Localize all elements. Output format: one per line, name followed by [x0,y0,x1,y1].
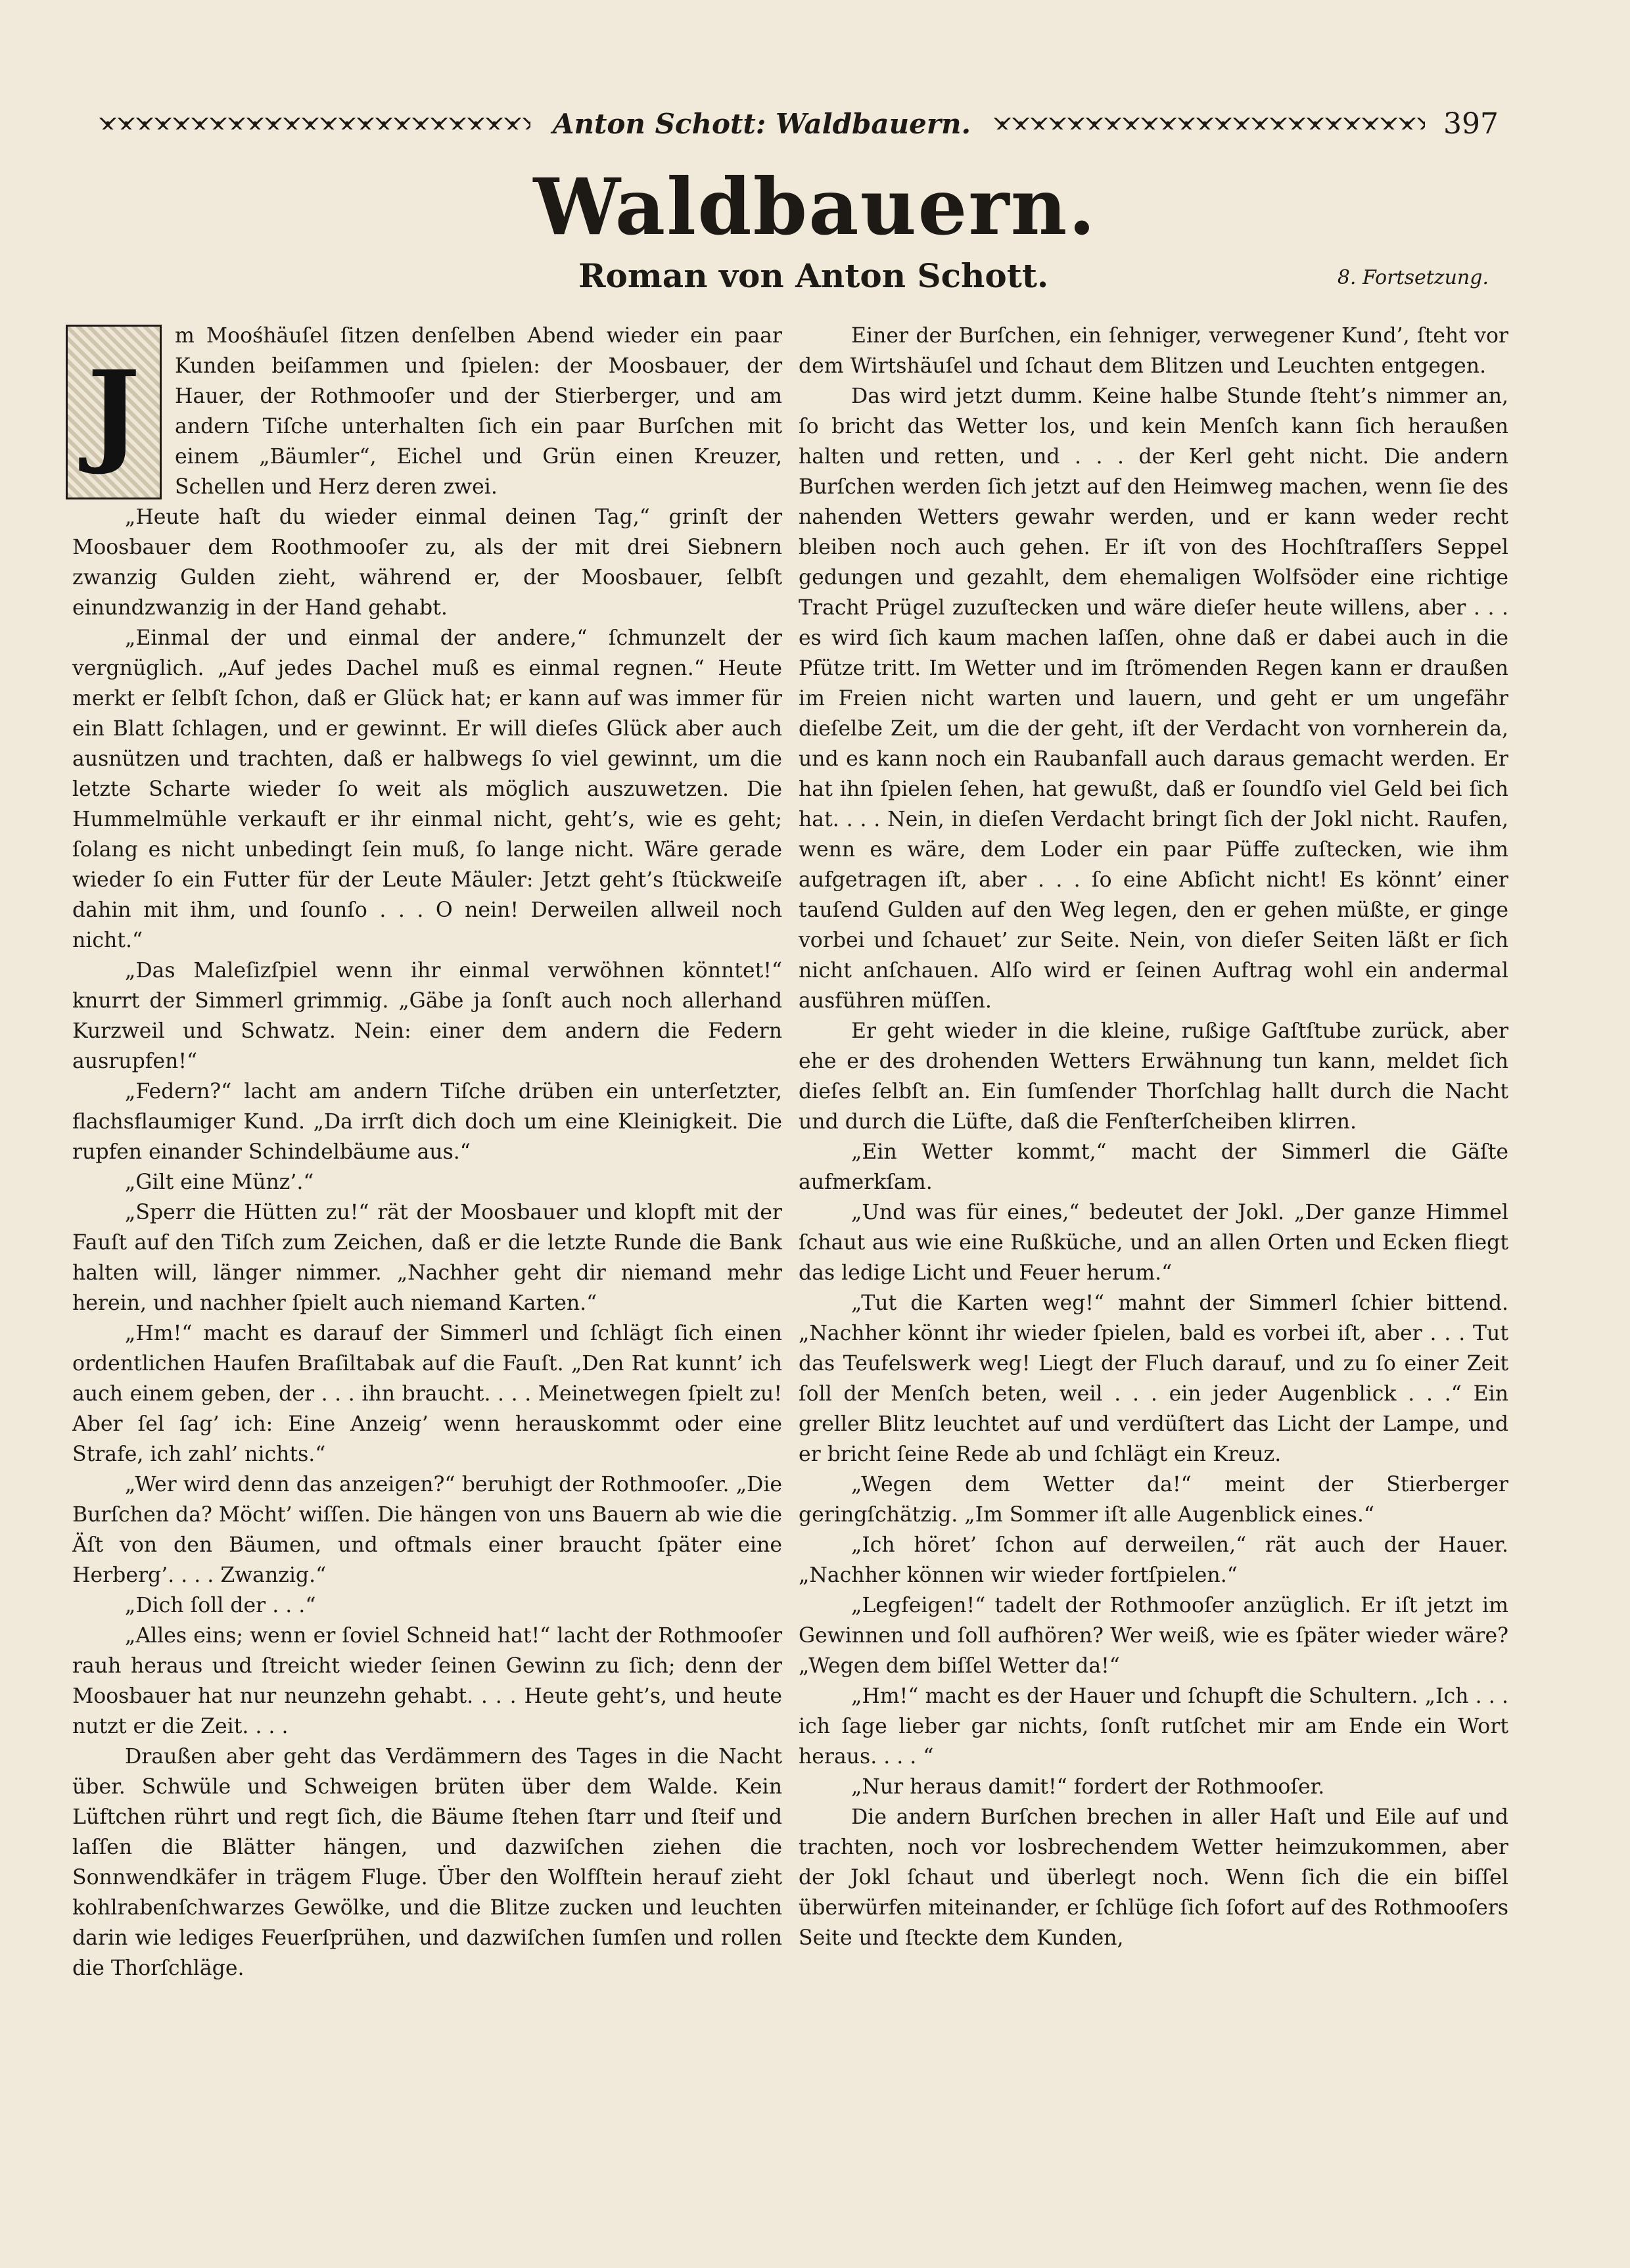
running-header [99,104,1499,143]
ornament-rule-left [99,118,530,129]
paragraph: Einer der Burſchen, ein ſehniger, verwegener Kund’, ſteht vor dem Wirtshäuſel und ſchaut dem Blitzen und Leuchten entgegen. [799,324,1508,378]
paragraph: „Und was für eines,“ bedeutet der Jokl. „Der ganze Himmel ſchaut aus wie eine Rußküche, und an allen Orten und Ecken fliegt das ledige Licht und Feuer herum.“ [799,1201,1508,1285]
paragraph: „Hm!“ macht es der Hauer und ſchupft die Schultern. „Ich . . . ich ſage lieber gar nichts, ſonſt rutſchet mir am Ende ein Wort heraus. . . . “ [799,1684,1508,1769]
running-title: Anton Schott: Waldbauern. [552,107,971,140]
paragraph: Er geht wieder in die kleine, rußige Gaſtſtube zurück, aber ehe er des drohenden Wetters Erwähnung tun kann, meldet ſich dieſes ſelbſt an. Ein ſumſender Thorſchlag hallt durch die Nacht und durch die Lüfte, daß die Fenſterſcheiben klirren. [799,1019,1508,1134]
article-title: Waldbauern. [533,161,1097,252]
paragraph: Das wird jetzt dumm. Keine halbe Stunde ſteht’s nimmer an, ſo bricht das Wetter los, und kein Menſch kann ſich heraußen halten und retten, und . . . der Kerl geht nicht. Die andern Burſchen werden ſich jetzt auf den Heimweg machen, wenn ſie des nahenden Wetters gewahr werden, und er kann weder recht bleiben noch auch gehen. Er iſt von des Hochſtraſſers Seppel gedungen und gezahlt, dem ehemaligen Wolfsöder eine richtige Tracht Prügel zuzuſtecken und wäre dieſer heute willens, aber . . . es wird ſich kaum machen laſſen, ohne daß er dabei auch in die Pfütze tritt. Im Wetter und im ſtrömenden Regen kann er draußen im Freien nicht warten und lauern, und geht er um ungefähr dieſelbe Zeit, um die der geht, iſt der Verdacht von vornherein da, und es kann noch ein Raubanfall auch daraus gemacht werden. Er hat ihn ſpielen ſehen, hat gewußt, daß er ſoundſo viel Geld bei ſich hat. . . . Nein, in dieſen Verdacht bringt ſich der Jokl nicht. Raufen, wenn es wäre, dem Loder ein paar Püffe zuſtecken, wie ihm aufgetragen iſt, aber . . . ſo eine Abſicht nicht! Es könnt’ einer tauſend Gulden auf den Weg legen, den er gehen müßte, er ginge vorbei und ſchauet’ zur Seite. Nein, von dieſer Seiten läßt er ſich nicht anſchauen. Alſo wird er ſeinen Auftrag wohl ein andermal ausführen müſſen. [799,384,1508,1013]
paragraph: Draußen aber geht das Verdämmern des Tages in die Nacht über. Schwüle und Schweigen brüten über dem Walde. Kein Lüftchen rührt und regt ſich, die Bäume ſtehen ſtarr und ſteif und laſſen die Blätter hängen, und dazwiſchen ziehen die Sonnwendkäfer in trägem Fluge. Über den Wolfſtein herauf zieht kohlrabenſchwarzes Gewölke, und die Blitze zucken und leuchten darin wie lediges Feuerſprühen, und dazwiſchen ſumſen und rollen die Thorſchläge. [72,1745,782,1980]
paragraph: „Alles eins; wenn er ſoviel Schneid hat!“ lacht der Rothmooſer rauh heraus und ſtreicht wieder ſeinen Gewinn zu ſich; denn der Moosbauer hat nur neunzehn gehabt. . . . Heute geht’s, und heute nutzt er die Zeit. . . . [72,1624,782,1738]
paragraph: „Einmal der und einmal der andere,“ ſchmunzelt der vergnüglich. „Auf jedes Dachel muß es einmal regnen.“ Heute merkt er ſelbſt ſchon, daß er Glück hat; er kann auf was immer für ein Blatt ſchlagen, und er gewinnt. Er will dieſes Glück aber auch ausnützen und trachten, daß er halbwegs ſo viel gewinnt, um die letzte Scharte wieder ſo weit als möglich auszuwetzen. Die Hummelmühle verkauft er ihr einmal nicht, geht’s, wie es geht; ſolang es nicht unbedingt ſein muß, ſo lange nicht. Wäre gerade wieder ſo ein Futter für der Leute Mäuler: Jetzt geht’s ſtückweiſe dahin mit ihm, und ſounſo . . . O nein! Derweilen allweil noch nicht.“ [72,626,782,952]
paragraph: „Ich höret’ ſchon auf derweilen,“ rät auch der Hauer. „Nachher können wir wieder fortſpielen.“ [799,1533,1508,1587]
paragraph: „Heute haſt du wieder einmal deinen Tag,“ grinſt der Moosbauer dem Roothmooſer zu, als der mit drei Siebnern zwanzig Gulden zieht, während er, der Moosbauer, ſelbſt einundzwanzig in der Hand gehabt. [72,505,782,620]
paragraph: „Sperr die Hütten zu!“ rät der Moosbauer und klopft mit der Fauſt auf den Tiſch zum Zeichen, daß er die letzte Runde die Bank halten will, länger nimmer. „Nachher geht dir niemand mehr herein, und nachher ſpielt auch niemand Karten.“ [72,1201,782,1315]
text-column-left [72,321,782,1983]
paragraph: „Hm!“ macht es darauf der Simmerl und ſchlägt ſich einen ordentlichen Haufen Braſiltabak auf die Fauſt. „Den Rat kunnt’ ich auch einem geben, der . . . ihn braucht. . . . Meinetwegen ſpielt zu! Aber ſel ſag’ ich: Eine Anzeig’ wenn herauskommt oder eine Strafe, ich zahl’ nichts.“ [72,1322,782,1466]
installment-note: 8. Fortsetzung. [1337,266,1489,289]
paragraph: Die andern Burſchen brechen in aller Haſt und Eile auf und trachten, noch vor losbrechendem Wetter heimzukommen, aber der Jokl ſchaut und überlegt noch. Wenn ſich die ein biſſel überwürfen miteinander, er ſchlüge ſich ſofort auf des Rothmooſers Seite und ſteckte dem Kunden, [799,1805,1508,1950]
paragraph-text: m Moośhäuſel ſitzen denſelben Abend wieder ein paar Kunden beiſammen und ſpielen: der Moosbauer, der Hauer, der Rothmooſer und der Stierberger, und am andern Tiſche unterhalten ſich ein paar Burſchen mit einem „Bäumler“, Eichel und Grün einen Kreuzer, Schellen und Herz deren zwei. [175,324,782,499]
page-number: 397 [1443,106,1499,141]
paragraph: „Gilt eine Münz’.“ [125,1170,314,1194]
paragraph: „Wer wird denn das anzeigen?“ beruhigt der Rothmooſer. „Die Burſchen da? Möcht’ wiſſen. Die hängen von uns Bauern ab wie die Äſt von den Bäumen, und oftmals einer braucht ſpäter eine Herberg’. . . . Zwanzig.“ [72,1473,783,1587]
paragraph: „Legfeigen!“ tadelt der Rothmooſer anzüglich. Er iſt jetzt im Gewinnen und ſoll aufhören? Wer weiß, wie es ſpäter wieder wäre? „Wegen dem biſſel Wetter da!“ [799,1594,1508,1678]
paragraph: „Dich ſoll der . . .“ [125,1594,316,1617]
article-subtitle: Roman von Anton Schott. [578,256,1049,295]
paragraph: „Tut die Karten weg!“ mahnt der Simmerl ſchier bittend. „Nachher könnt ihr wieder ſpielen, bald es vorbei iſt, aber . . . Tut das Teufelswerk weg! Liegt der Fluch darauf, und zu ſo einer Zeit ſoll der Menſch beten, weil . . . ein jeder Augenblick . . .“ Ein greller Blitz leuchtet auf und verdüſtert das Licht der Lampe, und er bricht ſeine Rede ab und ſchlägt ein Kreuz. [799,1291,1508,1466]
text-column-right [799,321,1508,1953]
paragraph: „Ein Wetter kommt,“ macht der Simmerl die Gäſte aufmerkſam. [799,1140,1508,1194]
paragraph: „Nur heraus damit!“ fordert der Rothmooſer. [851,1775,1325,1799]
dropcap-ornament: J [66,325,162,499]
ornament-rule-right [993,118,1425,129]
paragraph: „Wegen dem Wetter da!“ meint der Stierberger geringſchätzig. „Im Sommer iſt alle Augenblick eines.“ [799,1473,1508,1527]
paragraph: „Federn?“ lacht am andern Tiſche drüben ein unterſetzter, flachsflaumiger Kund. „Da irrſt dich doch um eine Kleinigkeit. Die rupfen einander Schindelbäume aus.“ [72,1080,782,1164]
paragraph [72,321,782,502]
paragraph: „Das Maleſizſpiel wenn ihr einmal verwöhnen könntet!“ knurrt der Simmerl grimmig. „Gäbe ja ſonſt auch noch allerhand Kurzweil und Schwatz. Nein: einer dem andern die Federn ausrupfen!“ [72,959,782,1073]
